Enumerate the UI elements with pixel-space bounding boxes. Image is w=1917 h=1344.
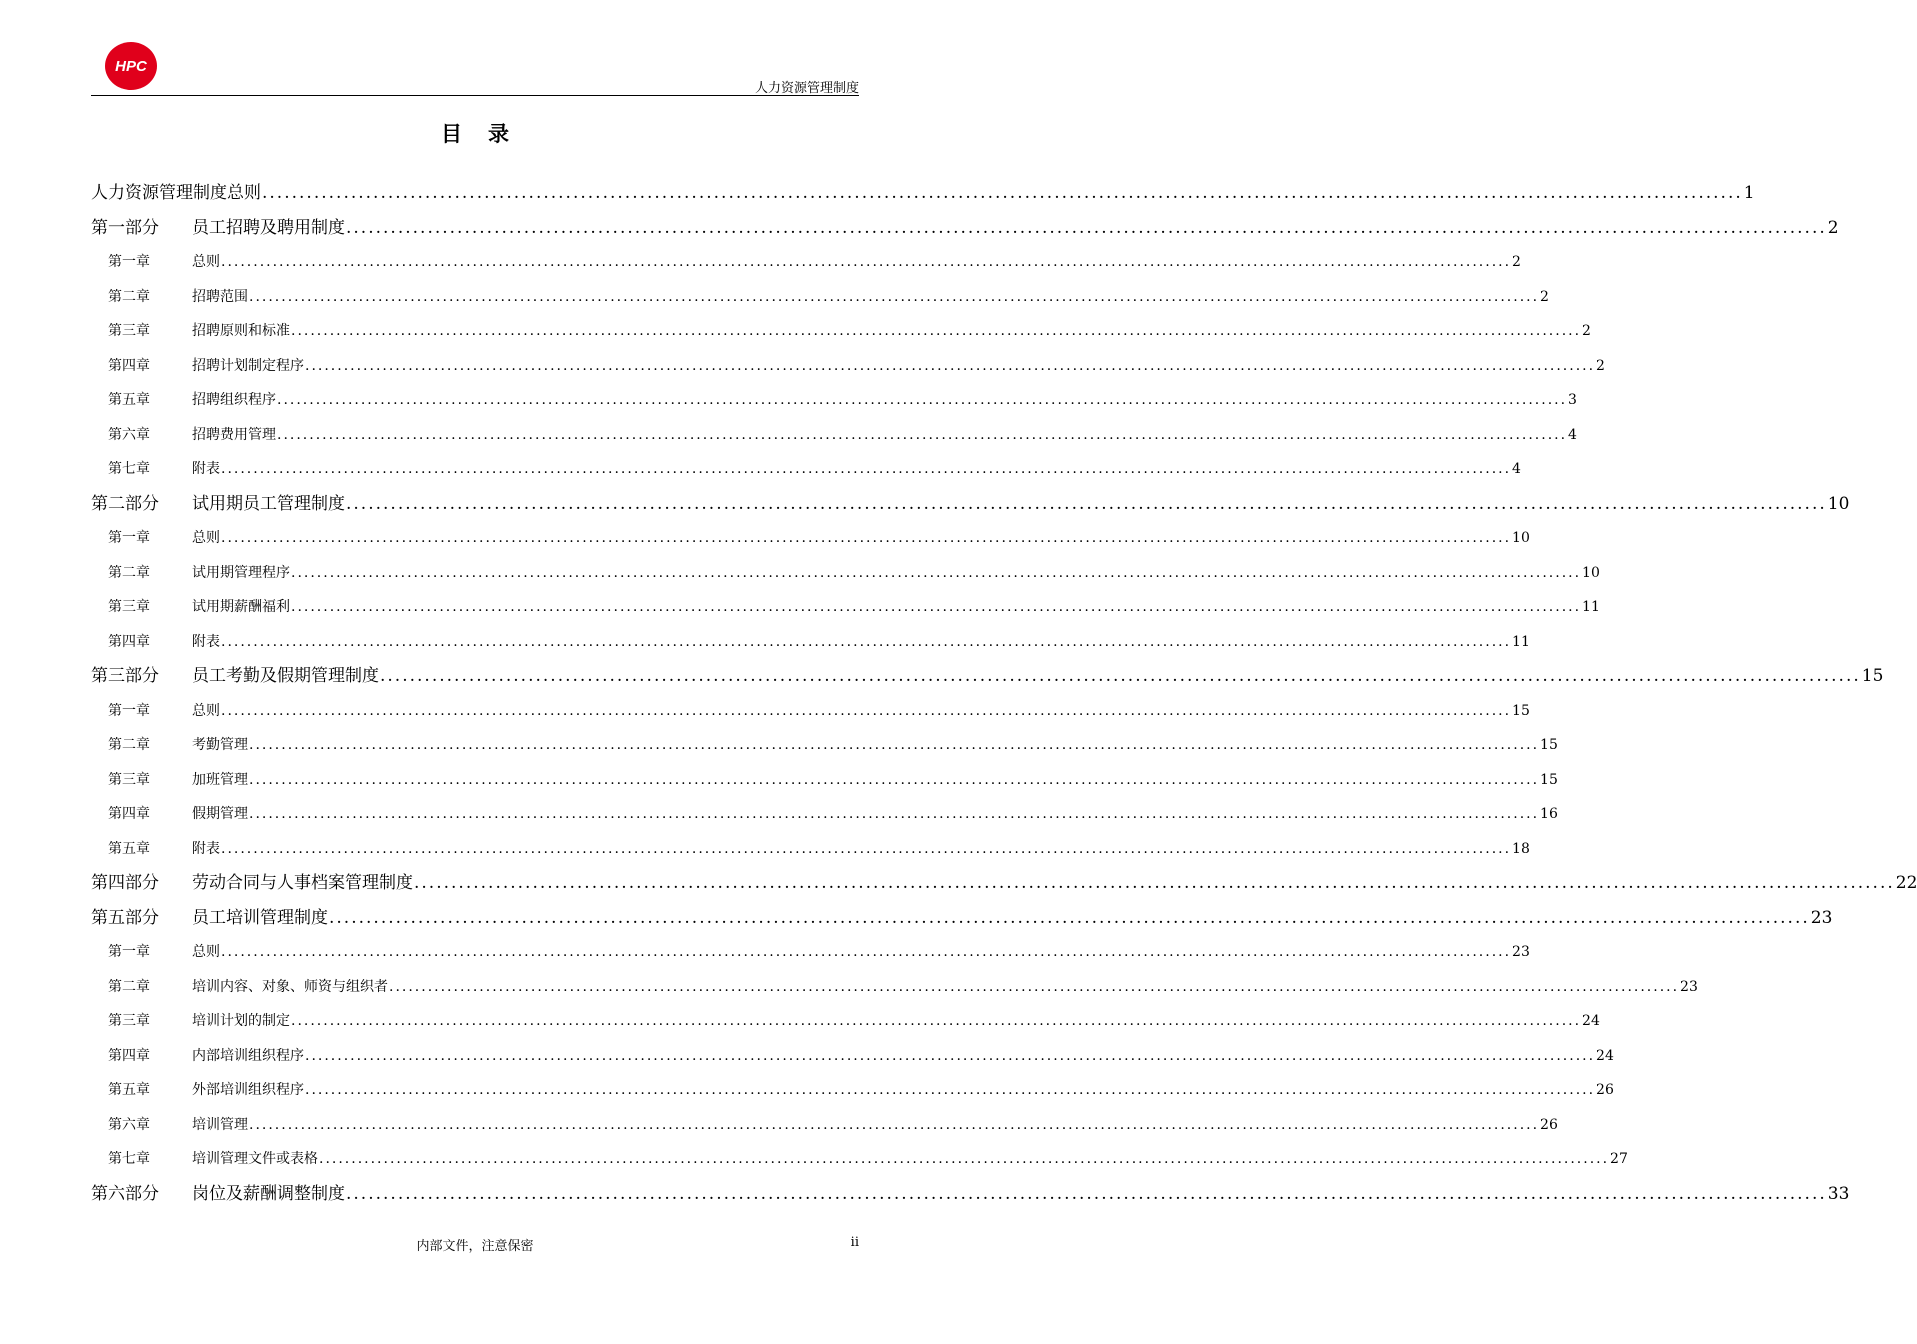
toc-leader-dots: ........................................................................................................................................................................................................ [277, 426, 1568, 443]
toc-chapter-entry[interactable] [91, 280, 1549, 315]
toc-entry-number: 第七章 [108, 461, 150, 477]
toc-entry-page: 15 [1540, 737, 1558, 753]
toc-entry-number: 第三章 [108, 599, 150, 615]
toc-entry-title: 附表 [192, 840, 220, 857]
toc-chapter-entry[interactable] [91, 832, 1530, 867]
toc-leader-dots: ........................................................................................................................................................................................................ [305, 357, 1596, 374]
toc-leader-dots: ........................................................................................................................................................................................................ [291, 1013, 1582, 1029]
toc-entry-title: 总则 [192, 530, 220, 546]
toc-entry-page: 3 [1568, 392, 1577, 408]
toc-chapter-entry[interactable] [91, 383, 1577, 418]
toc-entry-title: 培训内容、对象、师资与组织者 [192, 978, 388, 995]
toc-entry-title: 总则 [192, 254, 220, 270]
toc-entry-number: 第一章 [108, 702, 150, 719]
toc-part-entry[interactable] [91, 866, 1917, 901]
toc-leader-dots: ........................................................................................................................................................................................................ [414, 873, 1895, 893]
toc-leader-dots: ........................................................................................................................................................................................................ [277, 392, 1568, 408]
toc-entry-number: 第四章 [108, 806, 150, 822]
toc-entry-title: 内部培训组织程序 [192, 1047, 304, 1064]
toc-entry-page: 15 [1861, 666, 1884, 686]
toc-entry-page: 2 [1512, 254, 1521, 270]
toc-entry-title: 招聘范围 [192, 288, 248, 305]
toc-entry-title: 考勤管理 [192, 737, 248, 753]
toc-entry-page: 26 [1540, 1116, 1558, 1133]
toc-chapter-entry[interactable] [91, 1142, 1628, 1177]
toc-chapter-entry[interactable] [91, 1073, 1614, 1108]
toc-entry-number: 第二章 [108, 978, 150, 995]
toc-leader-dots: ........................................................................................................................................................................................................ [346, 217, 1827, 238]
toc-entry-title: 附表 [192, 461, 220, 477]
toc-entry-page: 26 [1596, 1082, 1614, 1098]
toc-entry-number: 第三章 [108, 323, 150, 339]
toc-entry-number: 第一章 [108, 530, 150, 546]
toc-entry-page: 23 [1810, 907, 1833, 928]
toc-entry-title: 岗位及薪酬调整制度 [192, 1183, 345, 1204]
toc-entry-page: 15 [1540, 771, 1558, 788]
toc-chapter-entry[interactable] [91, 694, 1530, 729]
toc-chapter-entry[interactable] [91, 349, 1605, 384]
toc-entry-title: 外部培训组织程序 [192, 1082, 304, 1098]
toc-chapter-entry[interactable] [91, 797, 1558, 832]
toc-leader-dots: ........................................................................................................................................................................................................ [221, 702, 1512, 719]
toc-chapter-entry[interactable] [91, 1039, 1614, 1074]
toc-entry-number: 第三章 [108, 771, 150, 788]
toc-entry-number: 第五部分 [91, 907, 159, 928]
toc-entry-title: 招聘组织程序 [192, 392, 276, 408]
toc-entry-number: 第四章 [108, 1047, 150, 1064]
header-title: 人力资源管理制度 [754, 81, 859, 96]
toc-part-entry[interactable] [91, 176, 1755, 211]
toc-entry-page: 2 [1540, 288, 1549, 305]
toc-entry-title: 招聘费用管理 [192, 426, 276, 443]
toc-entry-title: 员工考勤及假期管理制度 [192, 666, 379, 686]
toc-leader-dots: ........................................................................................................................................................................................................ [249, 737, 1540, 753]
toc-leader-dots: ........................................................................................................................................................................................................ [221, 840, 1512, 857]
toc-entry-number: 第六章 [108, 426, 150, 443]
toc-entry-title: 员工培训管理制度 [192, 907, 328, 928]
toc-entry-title: 员工招聘及聘用制度 [192, 217, 345, 238]
toc-leader-dots: ........................................................................................................................................................................................................ [262, 183, 1743, 203]
toc-entry-title: 劳动合同与人事档案管理制度 [192, 873, 413, 893]
page-title: 目录 [441, 121, 535, 146]
toc-entry-title: 加班管理 [192, 771, 248, 788]
toc-entry-page: 10 [1512, 530, 1530, 546]
toc-leader-dots: ........................................................................................................................................................................................................ [346, 493, 1827, 514]
toc-entry-number: 第一章 [108, 254, 150, 270]
toc-entry-title: 附表 [192, 633, 220, 650]
toc-entry-title: 试用期管理程序 [192, 564, 290, 581]
toc-entry-page: 15 [1512, 702, 1530, 719]
toc-entry-number: 第二章 [108, 737, 150, 753]
toc-entry-title: 招聘计划制定程序 [192, 357, 304, 374]
toc-entry-page: 16 [1540, 806, 1558, 822]
toc-entry-page: 2 [1582, 323, 1591, 339]
toc-entry-number: 第六章 [108, 1116, 150, 1133]
toc-leader-dots: ........................................................................................................................................................................................................ [305, 1082, 1596, 1098]
toc-leader-dots: ........................................................................................................................................................................................................ [380, 666, 1861, 686]
toc-entry-number: 第一部分 [91, 217, 159, 238]
toc-entry-title: 招聘原则和标准 [192, 323, 290, 339]
toc-entry-page: 27 [1610, 1151, 1628, 1167]
toc-entry-page: 24 [1582, 1013, 1600, 1029]
toc-chapter-entry[interactable] [91, 314, 1591, 349]
toc-leader-dots: ........................................................................................................................................................................................................ [329, 907, 1810, 928]
toc-leader-dots: ........................................................................................................................................................................................................ [389, 978, 1680, 995]
toc-leader-dots: ........................................................................................................................................................................................................ [221, 944, 1512, 960]
toc-entry-number: 第七章 [108, 1151, 150, 1167]
toc-entry-title: 试用期薪酬福利 [192, 599, 290, 615]
toc-leader-dots: ........................................................................................................................................................................................................ [221, 254, 1512, 270]
toc-leader-dots: ........................................................................................................................................................................................................ [291, 323, 1582, 339]
toc-entry-number: 第五章 [108, 840, 150, 857]
footer-note: 内部文件，注意保密 [416, 1239, 534, 1254]
toc-entry-page: 11 [1512, 633, 1530, 650]
toc-entry-page: 24 [1596, 1047, 1614, 1064]
toc-leader-dots: ........................................................................................................................................................................................................ [221, 461, 1512, 477]
toc-entry-title: 假期管理 [192, 806, 248, 822]
toc-entry-page: 10 [1827, 493, 1850, 514]
toc-chapter-entry[interactable] [91, 245, 1521, 280]
toc-chapter-entry[interactable] [91, 935, 1530, 970]
toc-entry-number: 第二章 [108, 564, 150, 581]
toc-entry-number: 第四章 [108, 633, 150, 650]
toc-entry-number: 第二部分 [91, 493, 159, 514]
toc-entry-page: 1 [1743, 183, 1755, 203]
toc-entry-title: 培训计划的制定 [192, 1013, 290, 1029]
toc-entry-number: 第五章 [108, 1082, 150, 1098]
toc-chapter-entry[interactable] [91, 970, 1698, 1005]
toc-entry-number: 第二章 [108, 288, 150, 305]
logo-text: HPC [115, 58, 147, 75]
toc-chapter-entry[interactable] [91, 728, 1558, 763]
toc-entry-page: 23 [1512, 944, 1530, 960]
toc-entry-number: 第四部分 [91, 873, 159, 893]
toc-leader-dots: ........................................................................................................................................................................................................ [291, 599, 1582, 615]
toc-leader-dots: ........................................................................................................................................................................................................ [291, 564, 1582, 581]
toc-leader-dots: ........................................................................................................................................................................................................ [221, 530, 1512, 546]
toc-entry-number: 第六部分 [91, 1183, 159, 1204]
toc-chapter-entry[interactable] [91, 452, 1521, 487]
toc-leader-dots: ........................................................................................................................................................................................................ [305, 1047, 1596, 1064]
toc-part-entry[interactable] [91, 901, 1833, 936]
toc-entry-page: 4 [1568, 426, 1577, 443]
toc-entry-number: 第一章 [108, 944, 150, 960]
toc-entry-title: 人力资源管理制度总则 [91, 183, 261, 203]
table-of-contents [91, 176, 1917, 1211]
toc-leader-dots: ........................................................................................................................................................................................................ [249, 288, 1540, 305]
toc-entry-page: 22 [1895, 873, 1917, 893]
toc-entry-number: 第四章 [108, 357, 150, 374]
toc-entry-page: 4 [1512, 461, 1521, 477]
toc-entry-page: 18 [1512, 840, 1530, 857]
toc-entry-title: 总则 [192, 944, 220, 960]
toc-chapter-entry[interactable] [91, 590, 1600, 625]
toc-entry-page: 11 [1582, 599, 1600, 615]
toc-entry-number: 第五章 [108, 392, 150, 408]
toc-chapter-entry[interactable] [91, 1004, 1600, 1039]
toc-chapter-entry[interactable] [91, 418, 1577, 453]
toc-entry-number: 第三部分 [91, 666, 159, 686]
toc-leader-dots: ........................................................................................................................................................................................................ [249, 771, 1540, 788]
toc-chapter-entry[interactable] [91, 521, 1530, 556]
toc-entry-page: 2 [1596, 357, 1605, 374]
hpc-logo [103, 40, 159, 92]
toc-part-entry[interactable] [91, 487, 1850, 522]
toc-chapter-entry[interactable] [91, 763, 1558, 798]
toc-leader-dots: ........................................................................................................................................................................................................ [221, 633, 1512, 650]
toc-entry-page: 10 [1582, 564, 1600, 581]
toc-chapter-entry[interactable] [91, 625, 1530, 660]
toc-entry-number: 第三章 [108, 1013, 150, 1029]
toc-leader-dots: ........................................................................................................................................................................................................ [249, 1116, 1540, 1133]
toc-chapter-entry[interactable] [91, 1108, 1558, 1143]
toc-leader-dots: ........................................................................................................................................................................................................ [249, 806, 1540, 822]
toc-leader-dots: ........................................................................................................................................................................................................ [319, 1151, 1610, 1167]
toc-part-entry[interactable] [91, 211, 1839, 246]
toc-entry-title: 试用期员工管理制度 [192, 493, 345, 514]
toc-leader-dots: ........................................................................................................................................................................................................ [346, 1183, 1827, 1204]
toc-entry-title: 培训管理文件或表格 [192, 1151, 318, 1167]
toc-entry-page: 23 [1680, 978, 1698, 995]
toc-chapter-entry[interactable] [91, 556, 1600, 591]
header-rule [91, 95, 859, 96]
toc-entry-title: 总则 [192, 702, 220, 719]
toc-entry-page: 33 [1827, 1183, 1850, 1204]
toc-entry-page: 2 [1827, 217, 1839, 238]
toc-entry-title: 培训管理 [192, 1116, 248, 1133]
toc-part-entry[interactable] [91, 1177, 1850, 1212]
toc-part-entry[interactable] [91, 659, 1884, 694]
footer-page-number: ii [850, 1235, 859, 1250]
